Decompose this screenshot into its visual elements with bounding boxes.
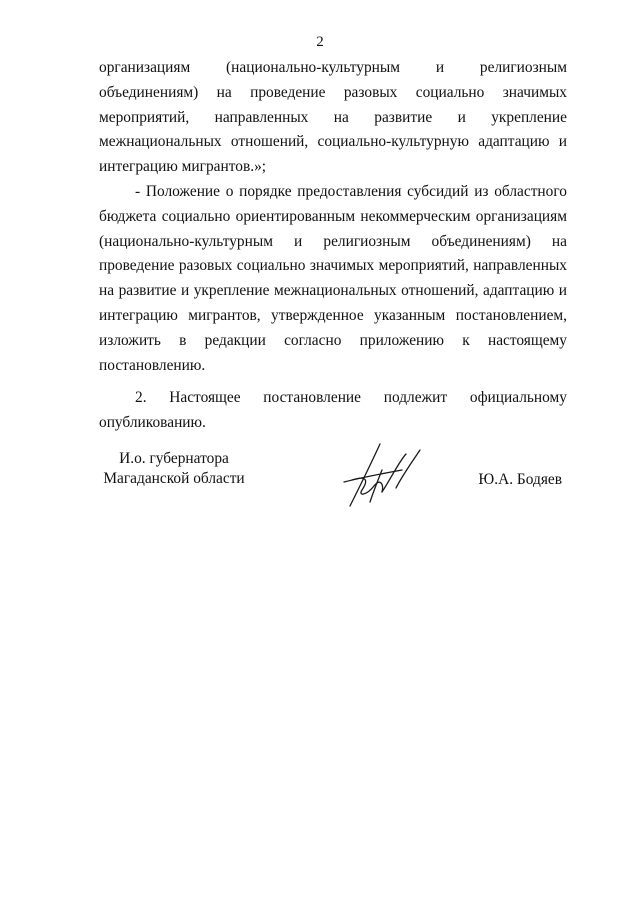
handwritten-signature bbox=[340, 440, 430, 512]
paragraph-regulation: - Положение о порядке предоставления субсидий из областного бюджета социально ориентированным некоммерческим организациям (национально-культурным и религиозным объединениям) на проведение разовых социально значимых мероприятий, направленных на развитие и укрепление межнациональных отношений, адаптацию и интеграцию мигрантов, утвержденное указанным постановлением, изложить в редакции согласно приложению к настоящему постановлению. bbox=[99, 182, 567, 374]
paragraph-continuation: организациям (национально-культурным и религиозным объединениям) на проведение разовых социально значимых мероприятий, направленных на развитие и укрепление межнациональных отношений, социально-культурную адаптацию и интеграцию мигрантов.»; bbox=[99, 59, 567, 176]
paragraph-publication: 2. Настоящее постановление подлежит официальному опубликованию. bbox=[99, 389, 567, 432]
document-body bbox=[99, 56, 567, 436]
page-number: 2 bbox=[316, 34, 324, 50]
signatory-title-line1: И.о. губернатора bbox=[119, 450, 229, 467]
signatory-title-line2: Магаданской области bbox=[103, 470, 245, 487]
signatory-name: Ю.А. Бодяев bbox=[478, 471, 562, 488]
signatory-title bbox=[99, 449, 249, 489]
